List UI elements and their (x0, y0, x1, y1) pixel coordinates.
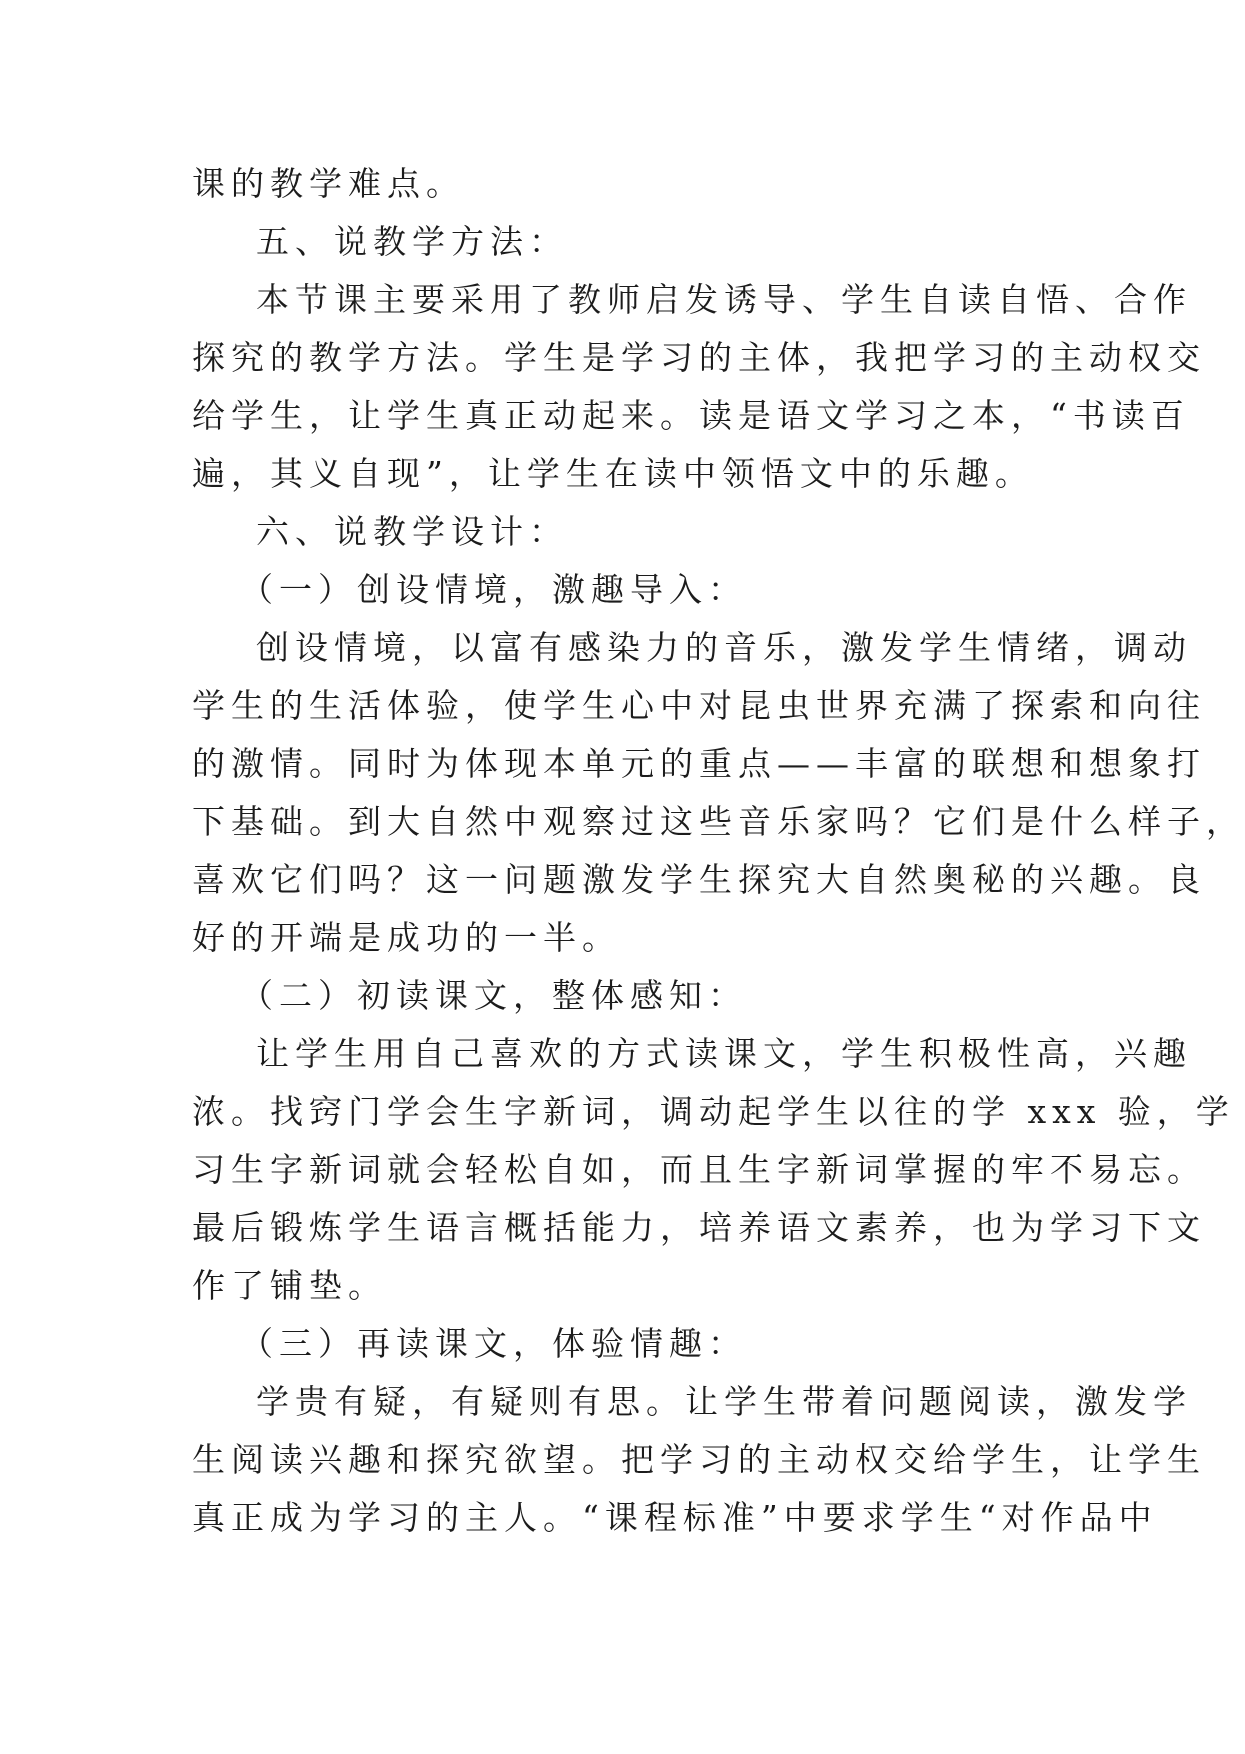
paragraph-line: 好的开端是成功的一半。 (192, 918, 621, 957)
subsection-heading: （三）再读课文，体验情趣： (240, 1324, 747, 1363)
text-line: 课的教学难点。 (192, 164, 465, 203)
paragraph-line: 喜欢它们吗？这一问题激发学生探究大自然奥秘的兴趣。良 (192, 860, 1206, 899)
paragraph-line: 探究的教学方法。学生是学习的主体，我把学习的主动权交 (192, 338, 1206, 377)
section-heading: 六、说教学设计： (256, 512, 568, 551)
subsection-heading: （一）创设情境，激趣导入： (240, 570, 747, 609)
paragraph-line: 创设情境，以富有感染力的音乐，激发学生情绪，调动 (256, 628, 1192, 667)
section-heading: 五、说教学方法： (256, 222, 568, 261)
paragraph-line: 下基础。到大自然中观察过这些音乐家吗？它们是什么样子， (192, 802, 1245, 841)
paragraph-line: 遍，其义自现”，让学生在读中领悟文中的乐趣。 (192, 454, 1034, 493)
paragraph-line: 学生的生活体验，使学生心中对昆虫世界充满了探索和向往 (192, 686, 1206, 725)
paragraph-line: 生阅读兴趣和探究欲望。把学习的主动权交给学生，让学生 (192, 1440, 1206, 1479)
paragraph-line: 的激情。同时为体现本单元的重点——丰富的联想和想象打 (192, 744, 1206, 783)
paragraph-line: 学贵有疑，有疑则有思。让学生带着问题阅读，激发学 (256, 1382, 1192, 1421)
document-body (192, 155, 1245, 1547)
paragraph-line: 让学生用自己喜欢的方式读课文，学生积极性高，兴趣 (256, 1034, 1192, 1073)
paragraph-line: 本节课主要采用了教师启发诱导、学生自读自悟、合作 (256, 280, 1192, 319)
paragraph-line: 给学生，让学生真正动起来。读是语文学习之本，“书读百 (192, 396, 1190, 435)
paragraph-line: 浓。找窍门学会生字新词，调动起学生以往的学 xxx 验，学 (192, 1092, 1235, 1131)
paragraph-line: 作了铺垫。 (192, 1266, 387, 1305)
paragraph-line: 最后锻炼学生语言概括能力，培养语文素养，也为学习下文 (192, 1208, 1206, 1247)
paragraph-line: 习生字新词就会轻松自如，而且生字新词掌握的牢不易忘。 (192, 1150, 1206, 1189)
paragraph-line: 真正成为学习的主人。“课程标准”中要求学生“对作品中 (192, 1498, 1158, 1537)
subsection-heading: （二）初读课文，整体感知： (240, 976, 747, 1015)
